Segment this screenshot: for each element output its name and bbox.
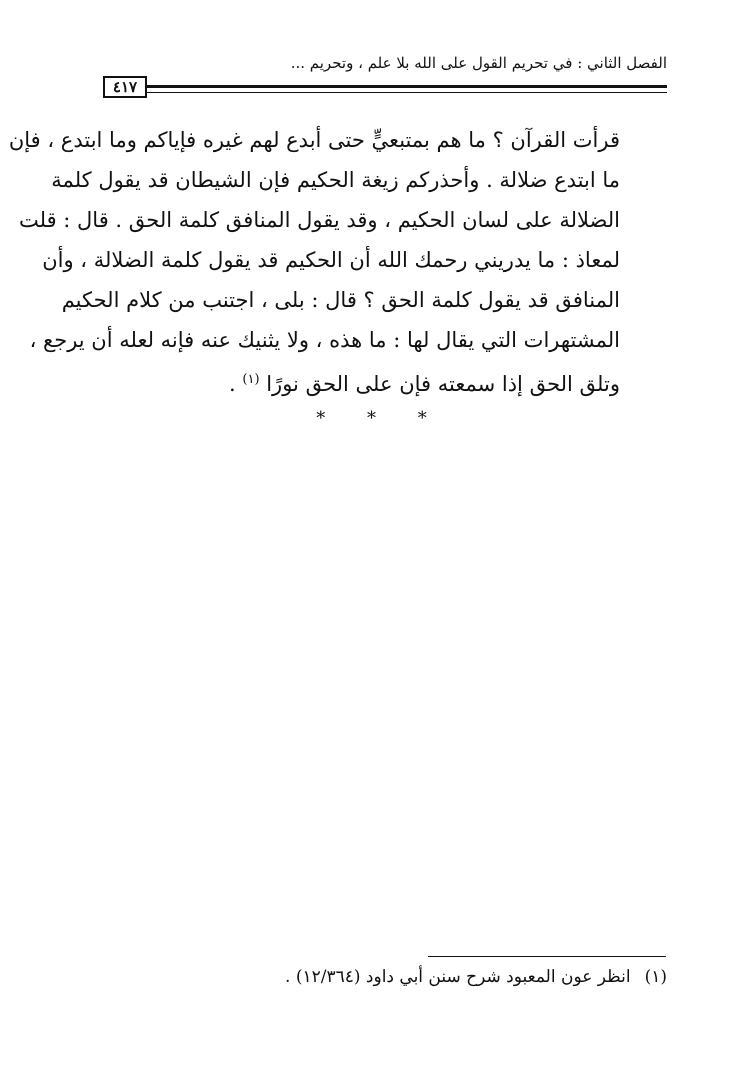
footnote-text: انظر عون المعبود شرح سنن أبي داود (١٢/٣٦٤) .	[285, 967, 631, 987]
body-line: قرأت القرآن ؟ ما هم بمتبعيٍّ حتى أبدع لهم غيره فإياكم وما ابتدع ، فإن	[8, 128, 620, 152]
footnote-rule	[428, 956, 666, 957]
body-line: المشتهرات التي يقال لها : ما هذه ، ولا يثنيك عنه فإنه لعله أن يرجع ،	[29, 328, 620, 352]
footnote-number: (١)	[644, 967, 667, 987]
section-separator: * * *	[316, 408, 445, 429]
footnote-reference[interactable]: (١)	[242, 372, 260, 387]
body-line: لمعاذ : ما يدريني رحمك الله أن الحكيم قد يقول كلمة الضلالة ، وأن	[42, 248, 620, 272]
body-last-line	[98, 360, 620, 404]
body-paragraph	[8, 120, 620, 404]
body-line: الضلالة على لسان الحكيم ، وقد يقول المنافق كلمة الحق . قال : قلت	[19, 208, 620, 232]
footnote	[247, 964, 667, 990]
body-line: المنافق قد يقول كلمة الحق ؟ قال : بلى ، اجتنب من كلام الحكيم	[61, 288, 620, 312]
body-line: وتلق الحق إذا سمعته فإن على الحق نورًا	[266, 372, 620, 396]
sentence-end: .	[229, 372, 236, 396]
running-head-title: الفصل الثاني : في تحريم القول على الله بلا علم ، وتحريم ...	[290, 54, 667, 72]
body-line: ما ابتدع ضلالة . وأحذركم زيغة الحكيم فإن الشيطان قد يقول كلمة	[51, 168, 620, 192]
page-number: ٤١٧	[103, 76, 147, 98]
header-rule-thick	[147, 85, 667, 88]
header-rule-thin	[147, 92, 667, 93]
